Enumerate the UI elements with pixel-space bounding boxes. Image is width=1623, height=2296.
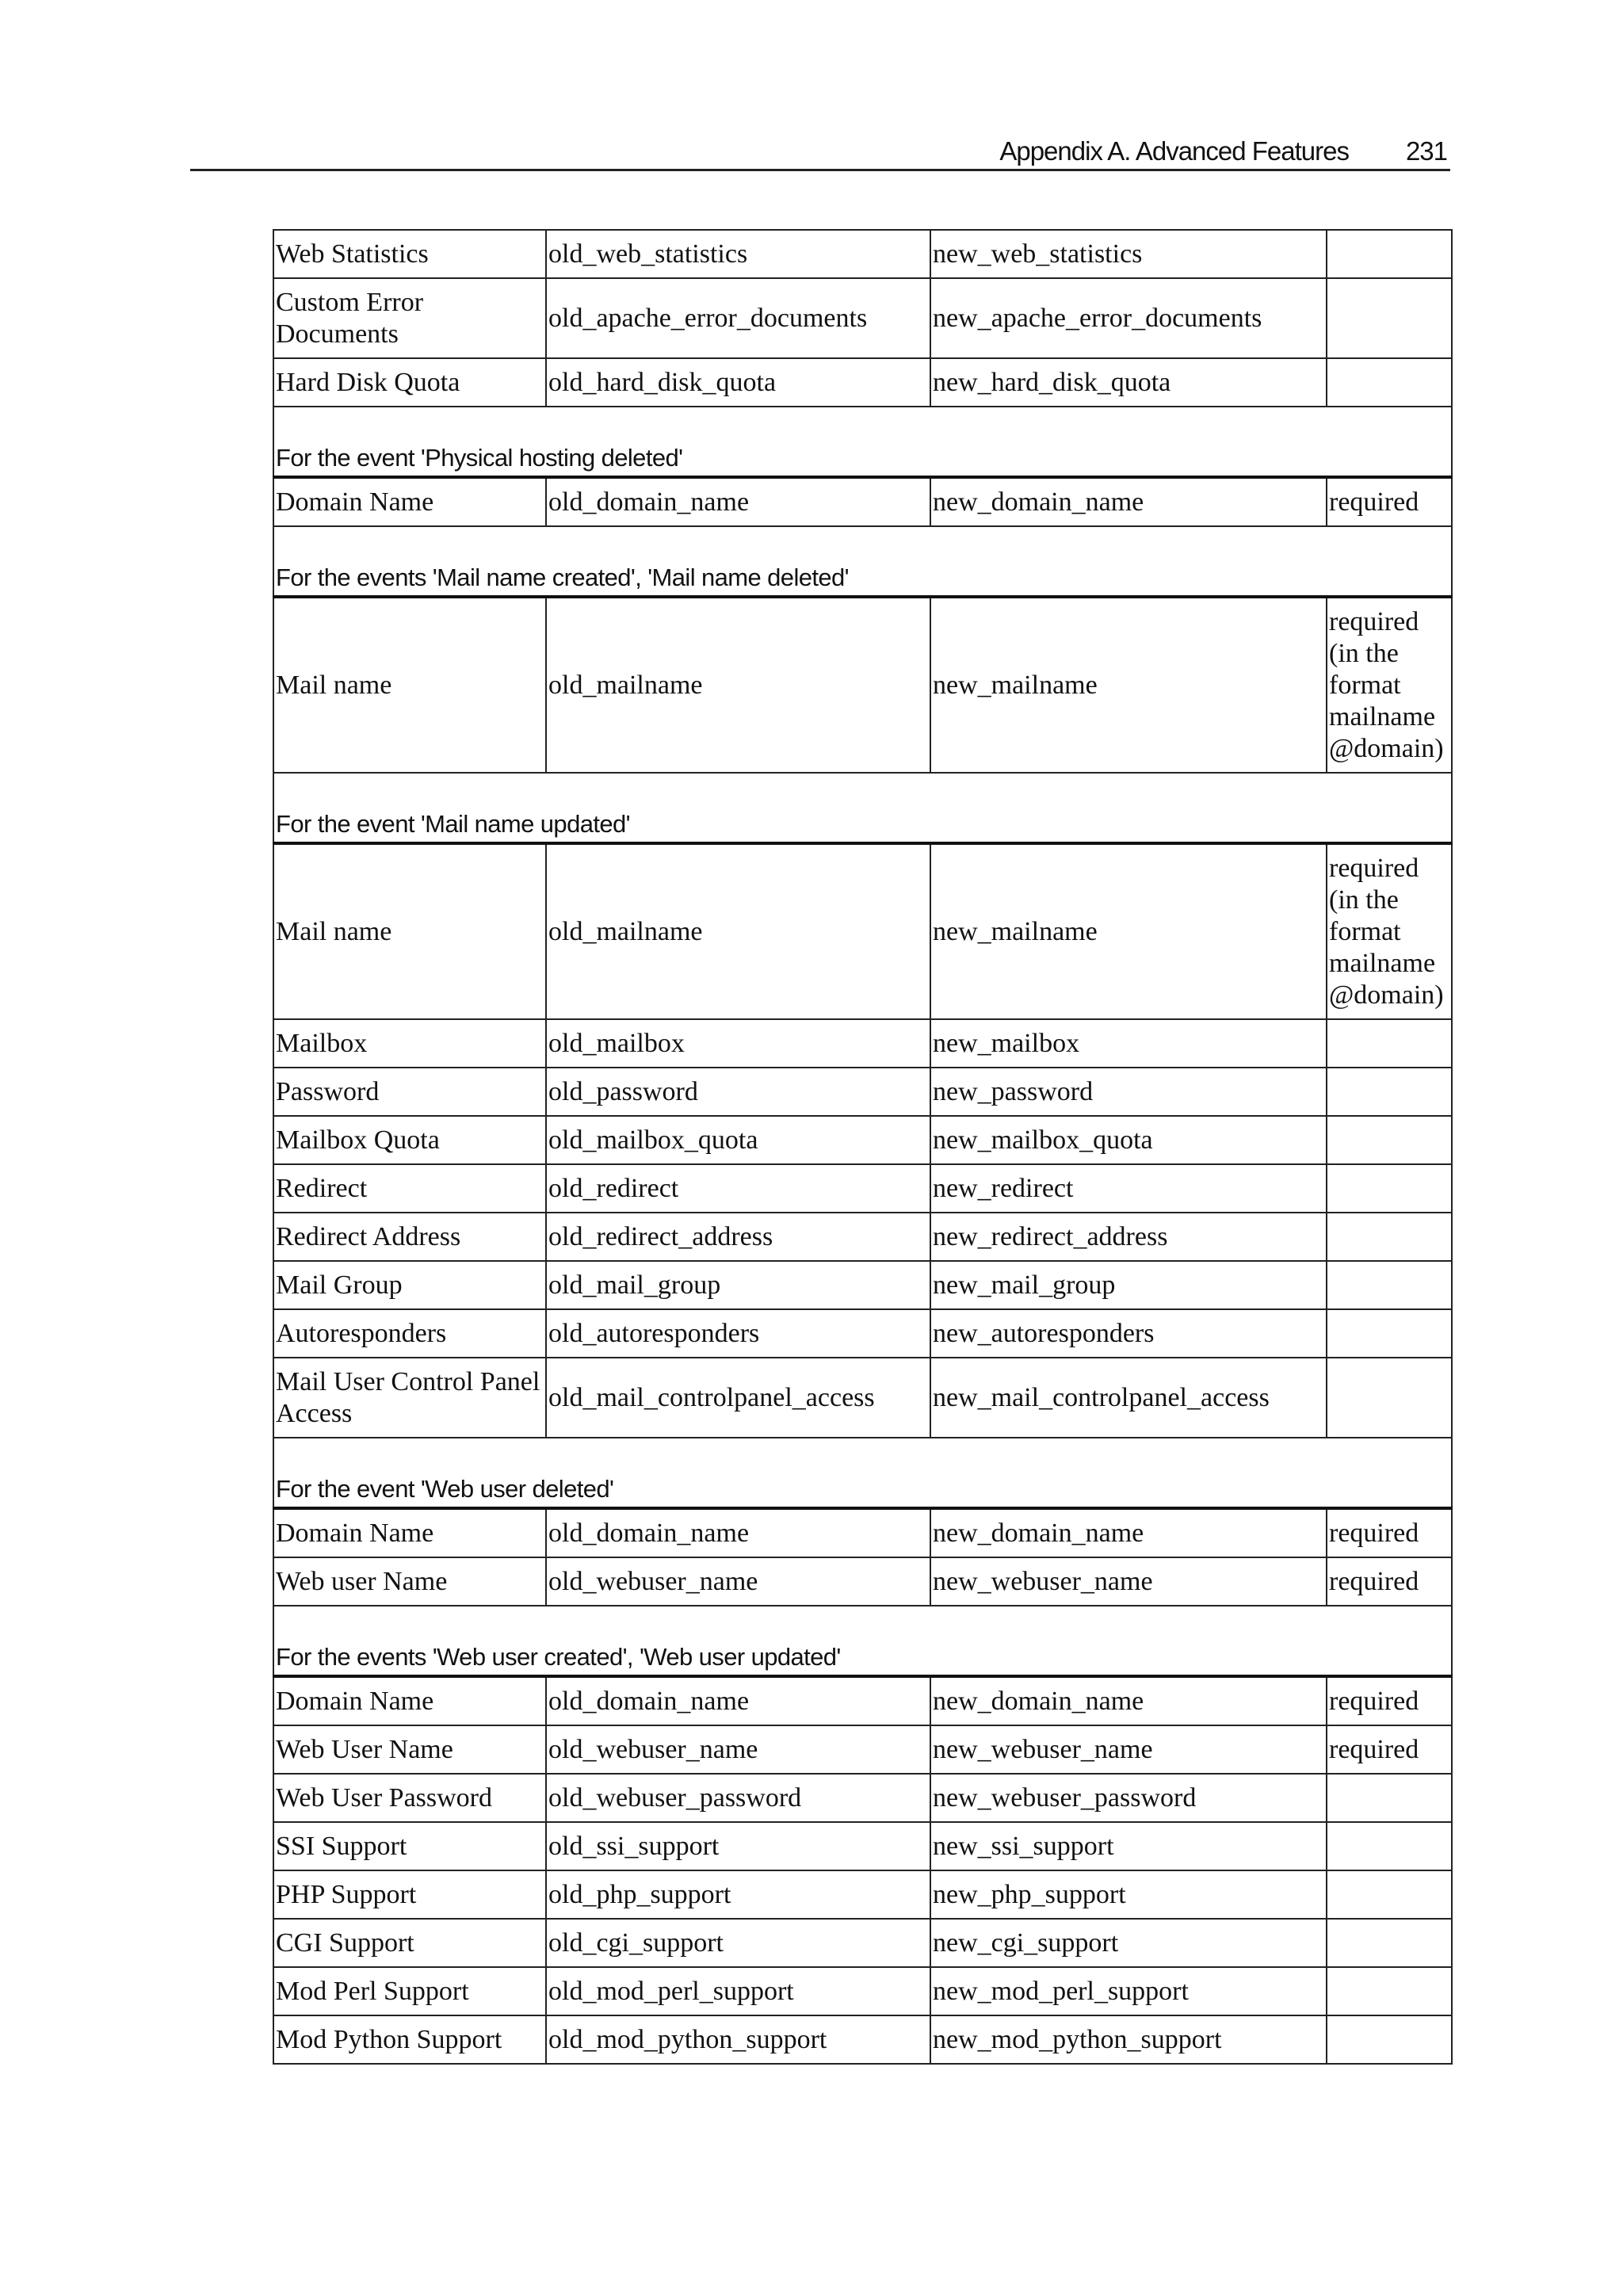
parameter-cell: Mail User Control Panel Access	[273, 1358, 546, 1438]
table-row	[273, 2015, 1452, 2064]
note-cell	[1327, 1261, 1452, 1309]
old-variable-cell: old_mailbox_quota	[546, 1116, 930, 1164]
parameter-cell: Hard Disk Quota	[273, 358, 546, 407]
section-heading: For the events 'Web user created', 'Web user updated'	[273, 1606, 1452, 1676]
note-cell	[1327, 2015, 1452, 2064]
parameter-cell: Mailbox	[273, 1019, 546, 1068]
old-variable-cell: old_redirect	[546, 1164, 930, 1213]
table-row	[273, 1774, 1452, 1822]
note-cell: required	[1327, 1557, 1452, 1606]
note-cell	[1327, 1019, 1452, 1068]
note-cell	[1327, 1967, 1452, 2015]
new-variable-cell: new_domain_name	[930, 477, 1327, 526]
parameter-cell: Redirect	[273, 1164, 546, 1213]
parameter-cell: PHP Support	[273, 1870, 546, 1919]
table-row	[273, 1116, 1452, 1164]
section-heading-row	[273, 526, 1452, 597]
new-variable-cell: new_password	[930, 1068, 1327, 1116]
note-cell	[1327, 278, 1452, 358]
section-heading: For the event 'Web user deleted'	[273, 1438, 1452, 1508]
parameter-cell: Mod Perl Support	[273, 1967, 546, 2015]
old-variable-cell: old_webuser_name	[546, 1725, 930, 1774]
section-heading-row	[273, 407, 1452, 477]
note-cell: required	[1327, 1725, 1452, 1774]
table-row	[273, 1068, 1452, 1116]
new-variable-cell: new_webuser_name	[930, 1725, 1327, 1774]
new-variable-cell: new_webuser_password	[930, 1774, 1327, 1822]
running-header-title: Appendix A. Advanced Features	[999, 136, 1349, 166]
new-variable-cell: new_cgi_support	[930, 1919, 1327, 1967]
note-cell: required (in the format mailname @domain)	[1327, 843, 1452, 1019]
table-row	[273, 1725, 1452, 1774]
old-variable-cell: old_mod_perl_support	[546, 1967, 930, 2015]
table-row	[273, 278, 1452, 358]
note-cell	[1327, 1213, 1452, 1261]
parameter-cell: Mail Group	[273, 1261, 546, 1309]
note-cell	[1327, 1309, 1452, 1358]
new-variable-cell: new_mailbox	[930, 1019, 1327, 1068]
old-variable-cell: old_hard_disk_quota	[546, 358, 930, 407]
parameter-cell: Web user Name	[273, 1557, 546, 1606]
old-variable-cell: old_webuser_name	[546, 1557, 930, 1606]
parameter-cell: SSI Support	[273, 1822, 546, 1870]
section-heading-row	[273, 1606, 1452, 1676]
old-variable-cell: old_web_statistics	[546, 230, 930, 278]
old-variable-cell: old_cgi_support	[546, 1919, 930, 1967]
page-header	[190, 133, 1450, 171]
old-variable-cell: old_domain_name	[546, 1676, 930, 1725]
table-row	[273, 1508, 1452, 1557]
table-row	[273, 1019, 1452, 1068]
table-row	[273, 1309, 1452, 1358]
table-row	[273, 1870, 1452, 1919]
old-variable-cell: old_mail_controlpanel_access	[546, 1358, 930, 1438]
section-heading: For the event 'Mail name updated'	[273, 773, 1452, 843]
old-variable-cell: old_mailbox	[546, 1019, 930, 1068]
table-row	[273, 1557, 1452, 1606]
parameter-cell: CGI Support	[273, 1919, 546, 1967]
note-cell: required	[1327, 1676, 1452, 1725]
new-variable-cell: new_mail_group	[930, 1261, 1327, 1309]
old-variable-cell: old_domain_name	[546, 1508, 930, 1557]
note-cell: required	[1327, 1508, 1452, 1557]
table-row	[273, 597, 1452, 773]
table-row	[273, 230, 1452, 278]
parameter-cell: Domain Name	[273, 1508, 546, 1557]
section-heading-row	[273, 1438, 1452, 1508]
parameter-cell: Mail name	[273, 597, 546, 773]
table-row	[273, 1261, 1452, 1309]
old-variable-cell: old_autoresponders	[546, 1309, 930, 1358]
parameter-cell: Web User Name	[273, 1725, 546, 1774]
parameter-cell: Redirect Address	[273, 1213, 546, 1261]
new-variable-cell: new_autoresponders	[930, 1309, 1327, 1358]
parameter-cell: Autoresponders	[273, 1309, 546, 1358]
note-cell	[1327, 1774, 1452, 1822]
event-parameters-table	[273, 229, 1453, 2065]
old-variable-cell: old_redirect_address	[546, 1213, 930, 1261]
old-variable-cell: old_mail_group	[546, 1261, 930, 1309]
table-row	[273, 1358, 1452, 1438]
table-row	[273, 358, 1452, 407]
new-variable-cell: new_domain_name	[930, 1508, 1327, 1557]
parameter-cell: Mod Python Support	[273, 2015, 546, 2064]
old-variable-cell: old_mailname	[546, 597, 930, 773]
new-variable-cell: new_hard_disk_quota	[930, 358, 1327, 407]
new-variable-cell: new_mail_controlpanel_access	[930, 1358, 1327, 1438]
note-cell	[1327, 1068, 1452, 1116]
table-row	[273, 1919, 1452, 1967]
page-number: 231	[1405, 136, 1447, 166]
section-heading: For the event 'Physical hosting deleted'	[273, 407, 1452, 477]
section-heading: For the events 'Mail name created', 'Mail name deleted'	[273, 526, 1452, 597]
table-row	[273, 1676, 1452, 1725]
new-variable-cell: new_mod_perl_support	[930, 1967, 1327, 2015]
old-variable-cell: old_apache_error_documents	[546, 278, 930, 358]
parameter-cell: Web User Password	[273, 1774, 546, 1822]
new-variable-cell: new_mailbox_quota	[930, 1116, 1327, 1164]
table-row	[273, 1967, 1452, 2015]
new-variable-cell: new_redirect	[930, 1164, 1327, 1213]
new-variable-cell: new_apache_error_documents	[930, 278, 1327, 358]
new-variable-cell: new_web_statistics	[930, 230, 1327, 278]
new-variable-cell: new_ssi_support	[930, 1822, 1327, 1870]
note-cell: required	[1327, 477, 1452, 526]
table-row	[273, 1164, 1452, 1213]
old-variable-cell: old_mailname	[546, 843, 930, 1019]
parameter-cell: Custom Error Documents	[273, 278, 546, 358]
note-cell	[1327, 1358, 1452, 1438]
table-row	[273, 477, 1452, 526]
new-variable-cell: new_redirect_address	[930, 1213, 1327, 1261]
table-row	[273, 1822, 1452, 1870]
note-cell: required (in the format mailname @domain)	[1327, 597, 1452, 773]
parameter-cell: Mail name	[273, 843, 546, 1019]
table-row	[273, 1213, 1452, 1261]
old-variable-cell: old_webuser_password	[546, 1774, 930, 1822]
note-cell	[1327, 1164, 1452, 1213]
table-row	[273, 843, 1452, 1019]
new-variable-cell: new_domain_name	[930, 1676, 1327, 1725]
note-cell	[1327, 230, 1452, 278]
note-cell	[1327, 358, 1452, 407]
new-variable-cell: new_webuser_name	[930, 1557, 1327, 1606]
parameter-cell: Password	[273, 1068, 546, 1116]
old-variable-cell: old_domain_name	[546, 477, 930, 526]
note-cell	[1327, 1116, 1452, 1164]
new-variable-cell: new_mailname	[930, 843, 1327, 1019]
section-heading-row	[273, 773, 1452, 843]
old-variable-cell: old_mod_python_support	[546, 2015, 930, 2064]
old-variable-cell: old_ssi_support	[546, 1822, 930, 1870]
new-variable-cell: new_mod_python_support	[930, 2015, 1327, 2064]
note-cell	[1327, 1919, 1452, 1967]
parameter-cell: Domain Name	[273, 1676, 546, 1725]
parameter-cell: Web Statistics	[273, 230, 546, 278]
old-variable-cell: old_password	[546, 1068, 930, 1116]
parameter-cell: Domain Name	[273, 477, 546, 526]
parameter-cell: Mailbox Quota	[273, 1116, 546, 1164]
note-cell	[1327, 1870, 1452, 1919]
new-variable-cell: new_php_support	[930, 1870, 1327, 1919]
note-cell	[1327, 1822, 1452, 1870]
old-variable-cell: old_php_support	[546, 1870, 930, 1919]
new-variable-cell: new_mailname	[930, 597, 1327, 773]
